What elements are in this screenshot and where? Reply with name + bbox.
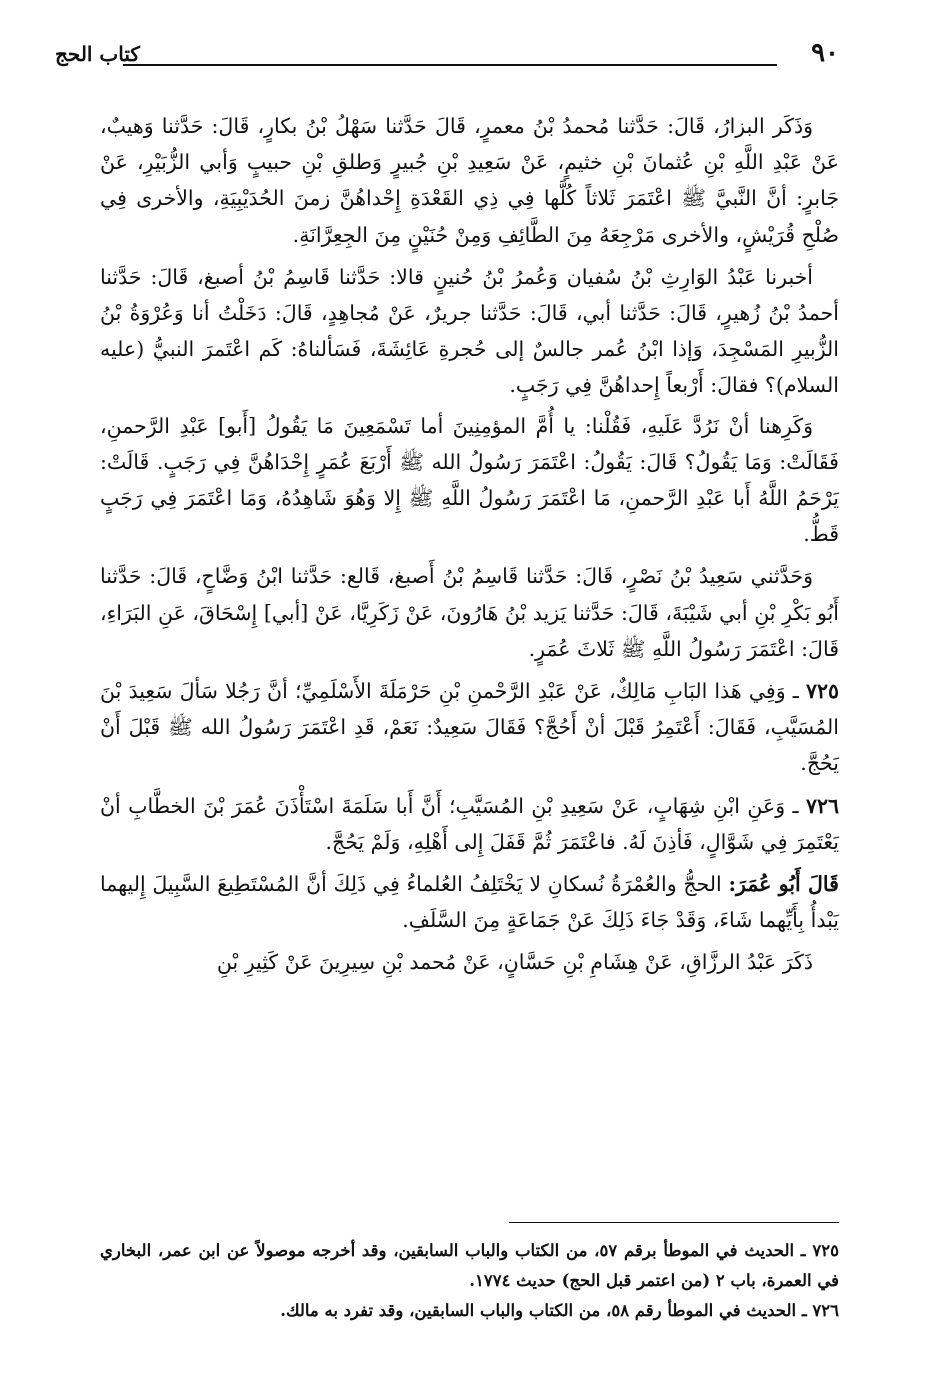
commentary-lead: قَالَ أَبُو عُمَرَ:: [728, 872, 839, 897]
hadith-text: ـ وَعَنِ ابْنِ شِهَابٍ، عَنْ سَعِيدِ بْنِ المُسَيَّبِ؛ أَنَّ أَبا سَلَمَةَ اسْتَأْذَنَ عُمَرَ بْنَ الخطَّابِ أنْ يَعْتَمِرَ فِي شَوَّالٍ، فَأذِنَ لَهُ. فاعْتَمَرَ ثُمَّ قَفَلَ إِلى أَهْلِهِ، وَلَمْ يَحُجَّ.: [100, 793, 839, 854]
paragraph-said-bin-nasr: وَحَدَّثني سَعِيدُ بْنُ نَصْرٍ، قَالَ: حَدَّثنا قَاسِمُ بْنُ أَصبغ، قَالع: حَدَّثنا ابْنُ وَضَّاحٍ، قَالَ: حَدَّثنا أَبُو بَكْرِ بْنِ أبي شَيْبَةَ، قَالَ: حَدَّثنا يَزيد بْنُ هَارُونَ، عَنْ زَكَرِيَّا، عَنْ [أبي] إِسْحَاقَ، عَنِ البَرَاءِ، قَالَ: اعْتَمَرَ رَسُولُ اللَّهِ ﷺ ثَلاثَ عُمَرٍ.: [100, 564, 839, 661]
main-text: [100, 108, 839, 987]
footnote-rule: [509, 1222, 839, 1223]
footnote-726: ٧٢٦ ـ الحديث في الموطأ رقم ٥٨، من الكتاب والباب السابقين، وقد تفرد به مالك.: [280, 1301, 839, 1320]
footnotes: [100, 1236, 839, 1326]
hadith-text: ـ وَفِي هَذا البَابِ مَالِكٌ، عَنْ عَبْدِ الرَّحْمنِ بْنِ حَرْمَلَةَ الأَسْلَمِيِّ؛ أنَّ رَجُلا سَألَ سَعِيدَ بْنَ المُسَيَّبِ، فَقَالَ: أَعْتَمِرُ قَبْلَ أنْ أَحُجَّ؟ فَقَالَ سَعِيدٌ: نَعَمْ، قَدِ اعْتَمَرَ رَسُولُ الله ﷺ قَبْلَ أَنْ يَحُجَّ.: [100, 679, 839, 776]
paragraph-bazzar: وَذَكَر البزارُ، قَالَ: حَدَّثنا مُحمدُ بْنُ معمرٍ، قَالَ حَدَّثنا سَهْلُ بْنُ بكارٍ، قَالَ: حَدَّثنا وَهيبٌ، عَنْ عَبْدِ اللَّهِ بْنِ عُثمانَ بْنِ خثيمٍ، عَنْ سَعِيدِ بْنِ جُبيرٍ وَطلقِ بْنِ حبيبٍ وَأبي الزُّبَيْرِ، عَنْ جَابرٍ: أنَّ النَّبيَّ ﷺ اعْتَمَرَ ثَلاثاً كُلَّها فِي ذِي القَعْدَةِ إِحْداهُنَّ زمنَ الحُدَيْبِيَةِ، والأخرى فِي صُلْحِ قُرَيْشٍ، والأخرى مَرْجِعَهُ مِنَ الطَّائِفِ وَمِنْ حُنَيْنٍ مِنَ الجِعِرَّانَةِ.: [100, 114, 839, 247]
commentary-text: الحجُّ والعُمْرَةُ نُسكانِ لا يَخْتَلِفُ العُلماءُ فِي ذَلِكَ أنَّ المُسْتَطِيعَ السَّبِيلَ إِليهما يَبْدأُ بِأَيِّهما شَاءَ، وَقَدْ جَاءَ ذَلِكَ عَنْ جَمَاعَةٍ مِنَ السَّلَفِ.: [100, 872, 839, 933]
paragraph-aisha-reply: وَكَرِهنا أنْ نَرُدَّ عَلَيهِ، فَقُلْنا: يا أُمَّ المؤمِنِينَ أما تَسْمَعِينَ مَا يَقُولُ [أَبو] عَبْدِ الرَّحمنِ، فَقَالَتْ: وَمَا يَقُولُ؟ قَالَ: يَقُولُ: اعْتَمَرَ رَسُولُ الله ﷺ أَرْبَعَ عُمَرٍ إِحْدَاهُنَّ فِي رَجَبٍ. قَالَتْ: يَرْحَمُ اللَّهُ أَبا عَبْدِ الرَّحمنِ، مَا اعْتَمَرَ رَسُولُ اللَّهِ ﷺ إِلا وَهُوَ شَاهِدُهُ، وَمَا اعْتَمَرَ فِي رَجَبٍ قَطُّ.: [100, 413, 839, 547]
paragraph-abd-al-razzaq: ذَكَرَ عَبْدُ الرزَّاقِ، عَنْ هِشَامِ بْنِ حَسَّانٍ، عَنْ مُحمد بْنِ سِيرِينَ عَنْ كَثِيرِ بْنِ: [216, 950, 813, 975]
hadith-725: [100, 673, 839, 782]
commentary-abu-umar: [100, 866, 839, 938]
running-head: [55, 38, 839, 72]
hadith-number: ٧٢٦: [805, 793, 839, 818]
paragraph-abd-al-warith: أخبرنا عَبْدُ الوَارِثِ بْنُ سُفيان وَعُمرُ بْنُ حُنينٍ قالا: حَدَّثنا قَاسِمُ بْنُ أصبغ، قَالَ: حَدَّثنا أحمدُ بْنُ زُهيرٍ، قَالَ: حَدَّثنا أبي، قَالَ: حَدَّثنا جريرٌ، عَنْ مُجاهِدٍ، قَالَ: دَخَلْتُ أنا وَعُرْوَةُ بْنُ الزُّبيرِ المَسْجِدَ، وَإذا ابْنُ عُمر جالسٌ إلى حُجرةِ عَائِشَةَ، فَسَألناهُ: كَم اعْتَمرَ النبيُّ (عليه السلام)؟ فقالَ: أَرْبعاً إِحداهُنَّ فِي رَجَبٍ.: [100, 264, 839, 398]
footnote-725: ٧٢٥ ـ الحديث في الموطأ برقم ٥٧، من الكتاب والباب السابقين، وقد أخرجه موصولاً عن ابن عمر، البخاري في العمرة، باب ٢ (من اعتمر قبل الحج) حديث ١٧٧٤.: [100, 1241, 840, 1290]
hadith-726: [100, 788, 839, 860]
book-title: كتاب الحج: [55, 42, 140, 66]
page-number: ٩٠: [811, 38, 839, 68]
header-rule: [123, 64, 777, 66]
hadith-number: ٧٢٥: [805, 679, 839, 704]
